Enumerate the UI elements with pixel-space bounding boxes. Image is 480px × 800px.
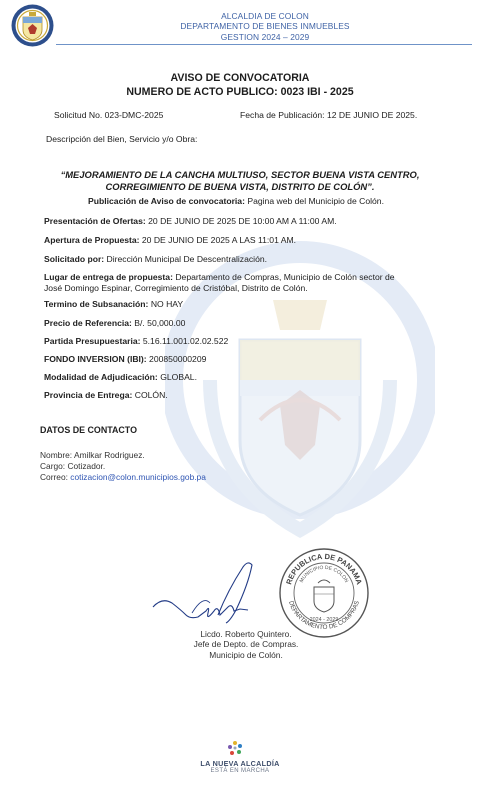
field-label: Partida Presupuestaria: [44, 336, 141, 346]
footer-brand: LA NUEVA ALCALDÍA [200, 759, 280, 768]
purchasing-department-seal-icon [278, 547, 370, 639]
description-label: Descripción del Bien, Servicio y/o Obra: [46, 134, 198, 144]
field-value: B/. 50,000.00 [134, 318, 186, 328]
signer-org: Municipio de Colón. [209, 649, 283, 660]
publication-date: Fecha de Publicación: 12 DE JUNIO DE 2025. [240, 110, 418, 120]
field-modalidad [44, 372, 197, 382]
header-org: ALCALDIA DE COLON [221, 11, 309, 21]
header [0, 11, 480, 42]
field-value: COLÓN. [134, 390, 168, 400]
field-label: Termino de Subsanación: [44, 299, 149, 309]
contact-heading: DATOS DE CONTACTO [40, 425, 137, 435]
act-number: NUMERO DE ACTO PUBLICO: 0023 IBI - 2025 [126, 86, 354, 98]
contact-email-label: Correo: [40, 471, 68, 482]
field-label: FONDO INVERSION (IBI): [44, 354, 147, 364]
header-divider [56, 44, 472, 45]
contact-email-line [40, 472, 206, 483]
field-value: Pagina web del Municipio de Colón. [247, 196, 384, 206]
field-value: NO HAY [150, 299, 184, 309]
field-label: Lugar de entrega de propuesta: [44, 272, 173, 282]
field-lugar [44, 272, 395, 282]
notice-title: AVISO DE CONVOCATORIA [170, 72, 310, 84]
contact-email-link[interactable]: cotizacion@colon.municipios.gob.pa [70, 471, 206, 482]
field-precio [44, 318, 185, 328]
header-department: DEPARTAMENTO DE BIENES INMUEBLES [180, 21, 350, 32]
svg-text:MUNICIPIO DE COLON [299, 565, 350, 584]
contact-name: Nombre: Amilkar Rodriguez. [40, 450, 145, 460]
field-value: 200850000209 [149, 354, 207, 364]
field-value: GLOBAL. [160, 372, 197, 382]
signer-role: Jefe de Depto. de Compras. [193, 639, 299, 650]
project-title: “MEJORAMIENTO DE LA CANCHA MULTIUSO, SECTOR BUENA VISTA CENTRO, CORREGIMIENTO DE BUENA VISTA, DISTRITO DE COLÓN”. [60, 169, 420, 192]
signer-name: Licdo. Roberto Quintero. [200, 629, 292, 639]
field-value: 20 DE JUNIO DE 2025 DE 10:00 AM A 11:00 AM. [148, 216, 337, 226]
field-label: Modalidad de Adjudicación: [44, 372, 158, 382]
field-value: Departamento de Compras, Municipio de Colón sector de [175, 272, 395, 282]
contact-details [40, 450, 206, 482]
field-value: 5.16.11.001.02.02.522 [142, 336, 229, 346]
field-label: Apertura de Propuesta: [44, 235, 140, 245]
field-value: 20 DE JUNIO DE 2025 A LAS 11:01 AM. [141, 235, 297, 245]
field-publicacion [88, 196, 384, 206]
handwritten-signature [148, 555, 278, 630]
field-label: Precio de Referencia: [44, 318, 132, 328]
field-label: Solicitado por: [44, 254, 105, 264]
seal-inner-text: MUNICIPIO DE COLON [298, 564, 350, 584]
field-label: Publicación de Aviso de convocatoria: [88, 196, 245, 206]
contact-role: Cargo: Cotizador. [40, 460, 106, 471]
request-number: Solicitud No. 023-DMC-2025 [54, 110, 164, 120]
nueva-alcaldia-logo-icon [227, 740, 243, 756]
field-fondo [44, 354, 206, 364]
seal-top-text: REPUBLICA DE PANAMA [284, 551, 364, 586]
seal-years: 2024 - 2029 [309, 617, 339, 623]
field-presentacion [44, 216, 337, 226]
signer-block [176, 629, 316, 660]
field-apertura [44, 235, 296, 245]
field-provincia [44, 390, 168, 400]
svg-text:DEPARTAMENTO DE COMPRAS [287, 600, 361, 631]
field-solicitado [44, 254, 267, 264]
field-lugar-continued: José Domingo Espinar, Corregimiento de Cristóbal, Distrito de Colón. [44, 283, 308, 293]
field-label: Provincia de Entrega: [44, 390, 133, 400]
field-partida [44, 336, 228, 346]
field-subsanacion [44, 299, 183, 309]
field-value: Dirección Municipal De Descentralización. [106, 254, 268, 264]
field-label: Presentación de Ofertas: [44, 216, 146, 226]
footer-tagline: ESTÁ EN MARCHA [210, 768, 270, 774]
seal-bottom-text: DEPARTAMENTO DE COMPRAS [287, 600, 361, 632]
header-term: GESTION 2024 – 2029 [220, 31, 310, 42]
